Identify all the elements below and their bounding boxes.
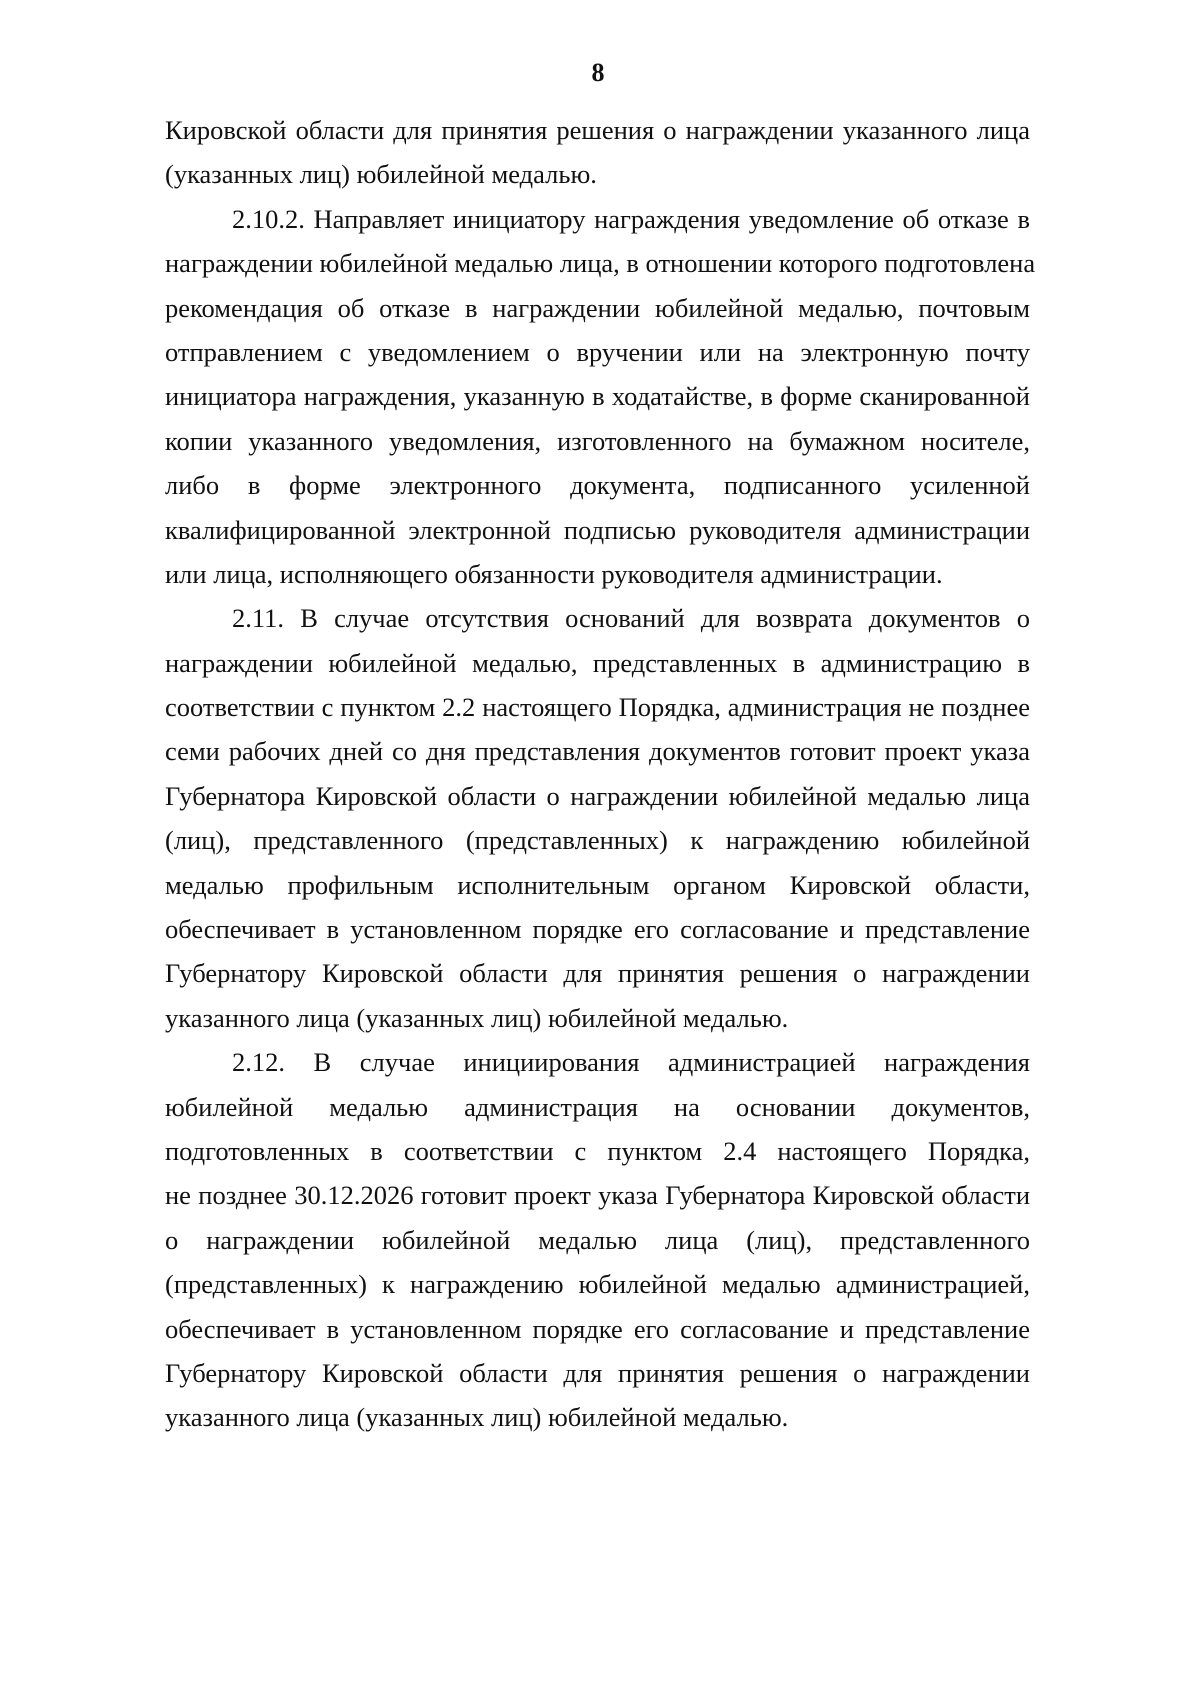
- text-line: 2.10.2. Направляет инициатору награждения уведомление об отказе в: [232, 203, 1030, 234]
- page-number: 8: [591, 58, 605, 87]
- text-line: семи рабочих дней со дня представления документов готовит проект указа: [165, 736, 1030, 767]
- paragraph: [165, 596, 1030, 1040]
- text-line: награждении юбилейной медалью лица, в отношении которого подготовлена: [165, 248, 1036, 279]
- paragraph: [165, 197, 1036, 597]
- text-line: не позднее 30.12.2026 готовит проект указа Губернатора Кировской области: [165, 1180, 1030, 1211]
- text-line: (представленных) к награждению юбилейной медалью администрацией,: [165, 1269, 1030, 1300]
- text-line: награждении юбилейной медалью, представленных в администрацию в: [165, 647, 1030, 678]
- text-line: Губернатору Кировской области для принятия решения о награждении: [165, 1357, 1030, 1388]
- text-line: или лица, исполняющего обязанности руководителя администрации.: [165, 558, 943, 589]
- text-line: указанного лица (указанных лиц) юбилейной медалью.: [165, 1002, 789, 1033]
- text-line: юбилейной медалью администрация на основании документов,: [165, 1091, 1030, 1122]
- text-line: Губернатора Кировской области о награждении юбилейной медалью лица: [165, 780, 1030, 811]
- text-line: либо в форме электронного документа, подписанного усиленной: [165, 470, 1030, 501]
- text-line: (указанных лиц) юбилейной медалью.: [165, 159, 597, 190]
- text-line: Губернатору Кировской области для принятия решения о награждении: [165, 958, 1030, 989]
- text-line: соответствии с пунктом 2.2 настоящего Порядка, администрация не позднее: [165, 692, 1030, 723]
- paragraph: [165, 1040, 1030, 1440]
- text-line: рекомендация об отказе в награждении юбилейной медалью, почтовым: [165, 292, 1030, 323]
- text-line: обеспечивает в установленном порядке его согласование и представление: [165, 1313, 1030, 1344]
- text-line: о награждении юбилейной медалью лица (лиц), представленного: [165, 1224, 1030, 1255]
- text-line: копии указанного уведомления, изготовленного на бумажном носителе,: [165, 425, 1030, 456]
- text-line: медалью профильным исполнительным органом Кировской области,: [165, 869, 1030, 900]
- document-body: [165, 108, 1036, 1440]
- text-line: подготовленных в соответствии с пунктом 2.4 настоящего Порядка,: [165, 1135, 1030, 1166]
- paragraph: [165, 108, 1030, 197]
- text-line: обеспечивает в установленном порядке его согласование и представление: [165, 914, 1030, 945]
- text-line: Кировской области для принятия решения о награждении указанного лица: [165, 115, 1030, 145]
- text-line: (лиц), представленного (представленных) к награждению юбилейной: [165, 825, 1030, 856]
- text-line: квалифицированной электронной подписью руководителя администрации: [165, 514, 1030, 545]
- text-line: 2.12. В случае инициирования администрацией награждения: [232, 1047, 1030, 1078]
- text-line: указанного лица (указанных лиц) юбилейной медалью.: [165, 1402, 789, 1433]
- text-line: отправлением с уведомлением о вручении или на электронную почту: [165, 336, 1030, 367]
- text-line: инициатора награждения, указанную в ходатайстве, в форме сканированной: [165, 381, 1030, 412]
- text-line: 2.11. В случае отсутствия оснований для возврата документов о: [232, 603, 1030, 634]
